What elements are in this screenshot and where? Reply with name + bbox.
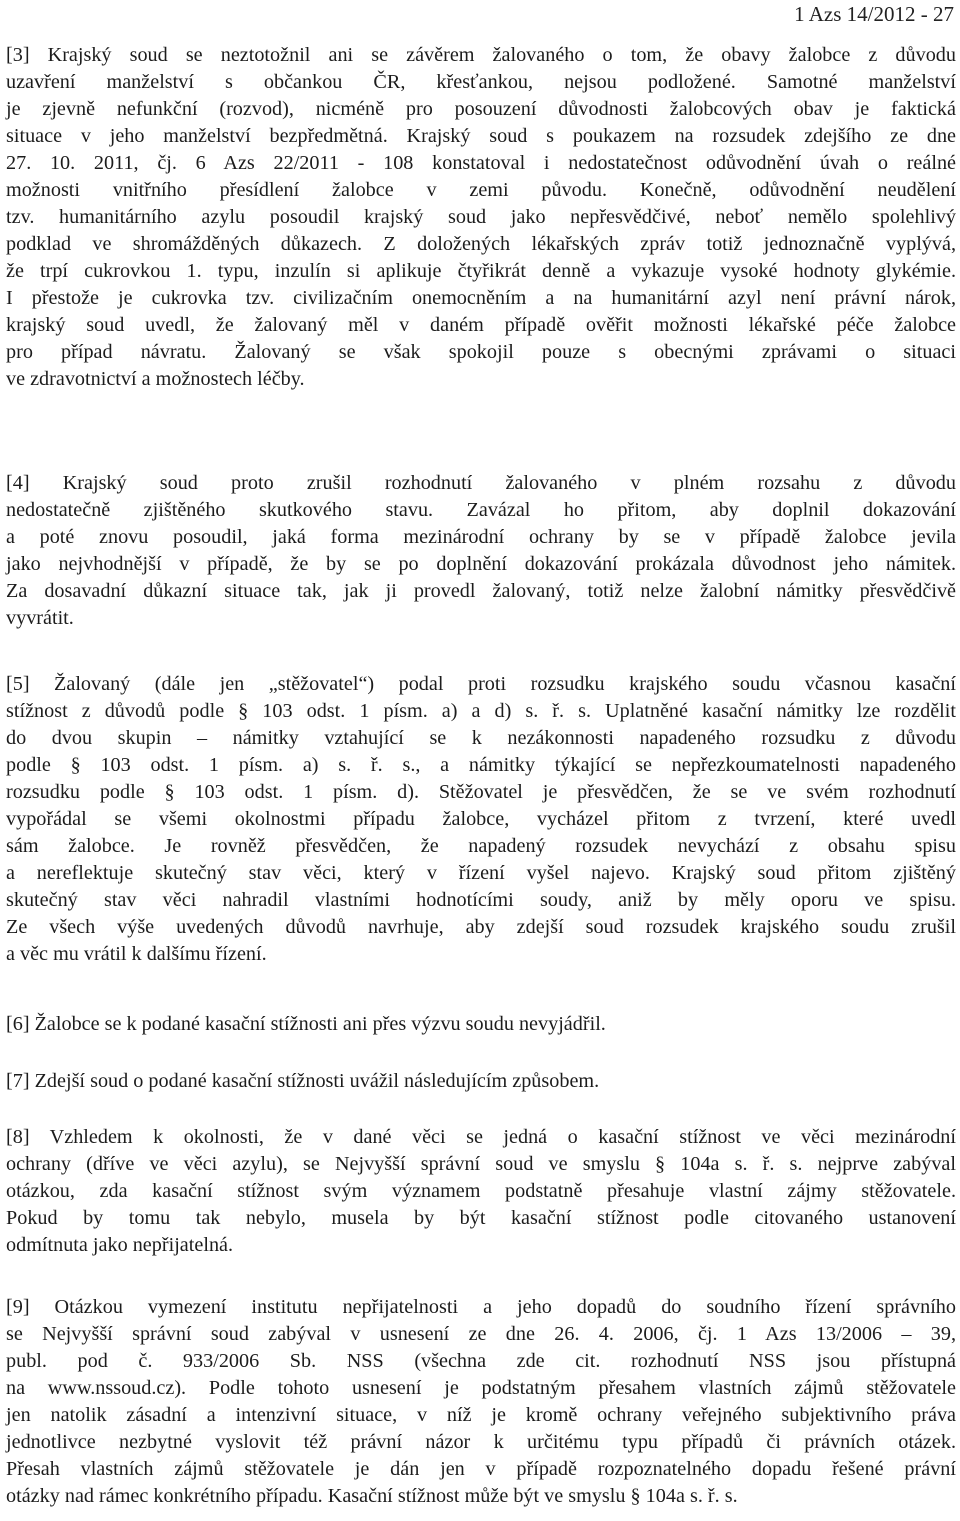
text-line: vypořádal se všemi okolnostmi případu žalobce, vycházel přitom z tvrzení, které uvedl [6, 808, 956, 830]
text-line: stížnost z důvodů podle § 103 odst. 1 písm. a) a d) s. ř. s. Uplatněné kasační námitky lze rozdělit [6, 700, 956, 722]
text-line: jako nejvhodnější v případě, že by se po doplnění dokazování prokázala důvodnost jeho námitek. [6, 553, 956, 575]
text-line: se Nejvyšší správní soud zabýval v usnesení ze dne 26. 4. 2006, čj. 1 Azs 13/2006 – 39, [6, 1323, 956, 1345]
text-line: Za dosavadní důkazní situace tak, jak ji provedl žalovaný, totiž nelze žalobní námitky přesvědčivě [6, 580, 956, 602]
paragraph-9 [6, 1294, 956, 1510]
paragraph-6 [6, 1011, 956, 1038]
page-reference: 1 Azs 14/2012 - 27 [794, 2, 954, 26]
text-line: že trpí cukrovkou 1. typu, inzulín si aplikuje čtyřikrát denně a vykazuje vysoké hodnoty glykémie. [6, 260, 956, 282]
text-line: skutečný stav věci nahradil vlastními hodnotícími soudy, aniž by měly oporu ve spisu. [6, 889, 956, 911]
text-line: je zjevně nefunkční (rozvod), nicméně pro posouzení důvodnosti žalobcových obav je faktická [6, 98, 956, 120]
text-line: tzv. humanitárního azylu posoudil krajský soud jako nepřesvědčivé, neboť nemělo spolehlivý [6, 206, 956, 228]
text-line: podklad ve shromážděných důkazech. Z doložených lékařských zpráv totiž jednoznačně vyplývá, [6, 233, 956, 255]
text-line: [4] Krajský soud proto zrušil rozhodnutí žalovaného v plném rozsahu z důvodu [6, 472, 956, 494]
text-line: pro případ návratu. Žalovaný se však spokojil pouze s obecnými zprávami o situaci [6, 341, 956, 363]
text-line: podle § 103 odst. 1 písm. a) s. ř. s., a námitky týkající se nepřezkoumatelnosti napadeného [6, 754, 956, 776]
text-line: otázkou, zda kasační stížnost svým významem podstatně přesahuje vlastní zájmy stěžovatele. [6, 1180, 956, 1202]
text-line: nedostatečně zjištěného skutkového stavu. Zavázal ho přitom, aby doplnil dokazování [6, 499, 956, 521]
text-line: [6] Žalobce se k podané kasační stížnosti ani přes výzvu soudu nevyjádřil. [6, 1013, 606, 1035]
paragraph-5 [6, 671, 956, 968]
text-line: publ. pod č. 933/2006 Sb. NSS (všechna zde cit. rozhodnutí NSS jsou přístupná [6, 1350, 956, 1372]
text-line: a nereflektuje skutečný stav věci, který v řízení vyšel najevo. Krajský soud přitom zjištěný [6, 862, 956, 884]
paragraph-8 [6, 1124, 956, 1259]
text-line: uzavření manželství s občankou ČR, křesťankou, nejsou podložené. Samotné manželství [6, 71, 956, 93]
text-line: 27. 10. 2011, čj. 6 Azs 22/2011 - 108 konstatoval i nedostatečnost odůvodnění úvah o reálné [6, 152, 956, 174]
paragraph-3 [6, 42, 956, 393]
text-line: [5] Žalovaný (dále jen „stěžovatel“) podal proti rozsudku krajského soudu včasnou kasační [6, 673, 956, 695]
text-line: I přestože je cukrovka tzv. civilizačním onemocněním a na humanitární azyl není právní nárok, [6, 287, 956, 309]
text-line: vyvrátit. [6, 607, 74, 629]
text-line: ve zdravotnictví a možnostech léčby. [6, 368, 305, 390]
text-line: [8] Vzhledem k okolnosti, že v dané věci se jedná o kasační stížnost ve věci mezinárodní [6, 1126, 956, 1148]
text-line: [9] Otázkou vymezení institutu nepřijatelnosti a jeho dopadů do soudního řízení správního [6, 1296, 956, 1318]
text-line: Přesah vlastních zájmů stěžovatele je dán jen v případě rozpoznatelného dopadu řešené právní [6, 1458, 956, 1480]
text-line: a věc mu vrátil k dalšímu řízení. [6, 943, 267, 965]
text-line: rozsudku podle § 103 odst. 1 písm. d). Stěžovatel je přesvědčen, že se ve svém rozhodnutí [6, 781, 956, 803]
text-line: sám žalobce. Je rovněž přesvědčen, že napadený rozsudek nevychází z obsahu spisu [6, 835, 956, 857]
text-line: odmítnuta jako nepřijatelná. [6, 1234, 234, 1256]
paragraph-4 [6, 470, 956, 632]
text-line: situace v jeho manželství bezpředmětná. Krajský soud s poukazem na rozsudek zdejšího ze dne [6, 125, 956, 147]
text-line: jednotlivce nezbytné vyslovit též právní názor k určitému typu případů či právních otázek. [6, 1431, 956, 1453]
text-line: na www.nssoud.cz). Podle tohoto usnesení je podstatným přesahem vlastních zájmů stěžovatele [6, 1377, 956, 1399]
text-line: jen natolik zásadní a intenzivní situace, v níž je kromě ochrany veřejného subjektivního práva [6, 1404, 956, 1426]
text-line: Ze všech výše uvedených důvodů navrhuje, aby zdejší soud rozsudek krajského soudu zrušil [6, 916, 956, 938]
paragraph-7 [6, 1068, 956, 1095]
text-line: ochrany (dříve ve věci azylu), se Nejvyšší správní soud ve smyslu § 104a s. ř. s. nejprve zabýval [6, 1153, 956, 1175]
text-line: možnosti vnitřního přesídlení žalobce v zemi původu. Konečně, odůvodnění neudělení [6, 179, 956, 201]
text-line: otázky nad rámec konkrétního případu. Kasační stížnost může být ve smyslu § 104a s. ř. s. [6, 1485, 738, 1507]
text-line: do dvou skupin – námitky vztahující se k nezákonnosti napadeného rozsudku z důvodu [6, 727, 956, 749]
text-line: [3] Krajský soud se neztotožnil ani se závěrem žalovaného o tom, že obavy žalobce z důvodu [6, 44, 956, 66]
text-line: a poté znovu posoudil, jaká forma mezinárodní ochrany by se v případě žalobce jevila [6, 526, 956, 548]
text-line: krajský soud uvedl, že žalovaný měl v daném případě ověřit možnosti lékařské péče žalobce [6, 314, 956, 336]
text-line: Pokud by tomu tak nebylo, musela by být kasační stížnost podle citovaného ustanovení [6, 1207, 956, 1229]
text-line: [7] Zdejší soud o podané kasační stížnosti uvážil následujícím způsobem. [6, 1070, 600, 1092]
